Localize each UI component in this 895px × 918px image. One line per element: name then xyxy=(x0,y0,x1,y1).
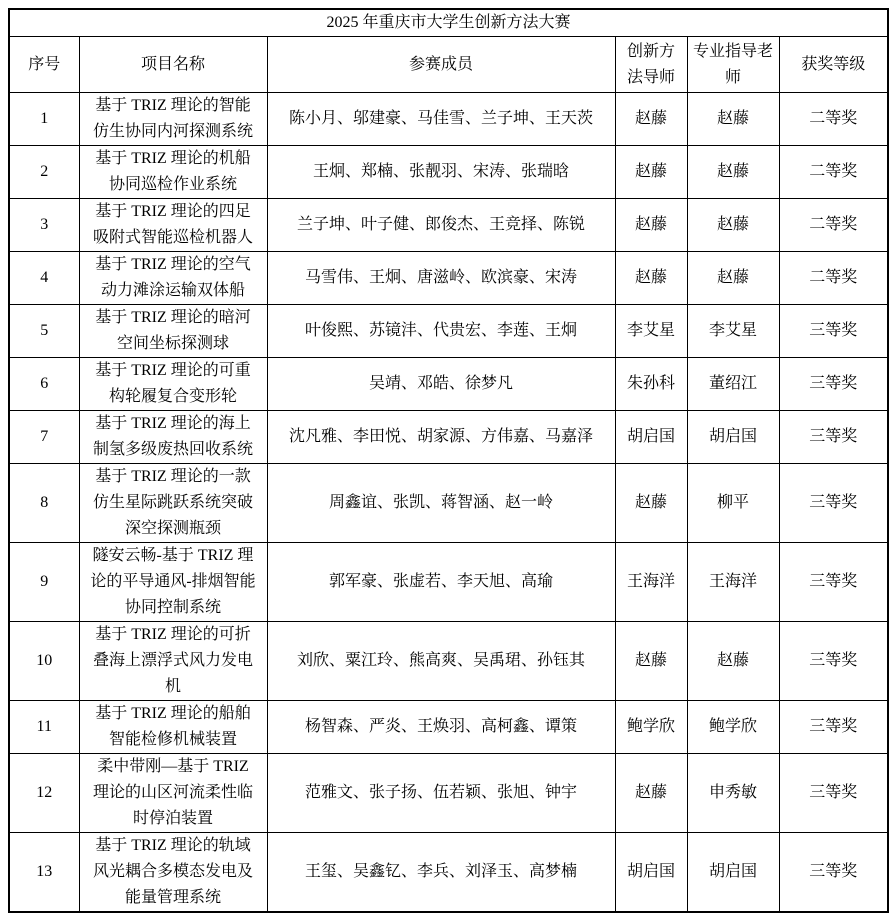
project-name-cell: 基于 TRIZ 理论的可重构轮履复合变形轮 xyxy=(79,358,267,411)
project-name-cell: 基于 TRIZ 理论的智能仿生协同内河探测系统 xyxy=(79,93,267,146)
advisor-cell: 鲍学欣 xyxy=(687,701,779,754)
project-name-cell: 基于 TRIZ 理论的轨域风光耦合多模态发电及能量管理系统 xyxy=(79,833,267,913)
table-row xyxy=(9,464,888,543)
method-mentor-cell: 胡启国 xyxy=(615,833,687,913)
method-mentor-cell: 赵藤 xyxy=(615,93,687,146)
team-members-cell: 叶俊熙、苏镜沣、代贵宏、李莲、王炯 xyxy=(267,305,615,358)
award-level-cell: 二等奖 xyxy=(779,199,888,252)
row-number-cell: 8 xyxy=(9,464,79,543)
method-mentor-cell: 赵藤 xyxy=(615,464,687,543)
row-number-cell: 12 xyxy=(9,754,79,833)
team-members-cell: 杨智森、严炎、王焕羽、高柯鑫、谭策 xyxy=(267,701,615,754)
team-members-cell: 吴靖、邓皓、徐梦凡 xyxy=(267,358,615,411)
table-title: 2025 年重庆市大学生创新方法大赛 xyxy=(9,9,888,37)
row-number-cell: 10 xyxy=(9,622,79,701)
team-members-cell: 兰子坤、叶子健、郎俊杰、王竞择、陈锐 xyxy=(267,199,615,252)
method-mentor-cell: 赵藤 xyxy=(615,622,687,701)
method-mentor-cell: 李艾星 xyxy=(615,305,687,358)
column-header-advisor: 专业指导老师 xyxy=(687,37,779,93)
award-level-cell: 三等奖 xyxy=(779,411,888,464)
team-members-cell: 刘欣、粟江玲、熊高爽、吴禹珺、孙钰其 xyxy=(267,622,615,701)
row-number-cell: 9 xyxy=(9,543,79,622)
project-name-cell: 基于 TRIZ 理论的暗河空间坐标探测球 xyxy=(79,305,267,358)
row-number-cell: 11 xyxy=(9,701,79,754)
column-header-members: 参赛成员 xyxy=(267,37,615,93)
table-row xyxy=(9,146,888,199)
method-mentor-cell: 王海洋 xyxy=(615,543,687,622)
table-row xyxy=(9,543,888,622)
award-level-cell: 三等奖 xyxy=(779,464,888,543)
award-level-cell: 三等奖 xyxy=(779,543,888,622)
header-row xyxy=(9,37,888,93)
method-mentor-cell: 赵藤 xyxy=(615,146,687,199)
method-mentor-cell: 赵藤 xyxy=(615,199,687,252)
project-name-cell: 基于 TRIZ 理论的可折叠海上漂浮式风力发电机 xyxy=(79,622,267,701)
row-number-cell: 2 xyxy=(9,146,79,199)
column-header-project: 项目名称 xyxy=(79,37,267,93)
advisor-cell: 胡启国 xyxy=(687,411,779,464)
project-name-cell: 基于 TRIZ 理论的一款仿生星际跳跃系统突破深空探测瓶颈 xyxy=(79,464,267,543)
table-row xyxy=(9,358,888,411)
award-level-cell: 二等奖 xyxy=(779,146,888,199)
team-members-cell: 王炯、郑楠、张靓羽、宋涛、张瑞晗 xyxy=(267,146,615,199)
row-number-cell: 7 xyxy=(9,411,79,464)
table-row xyxy=(9,833,888,913)
award-level-cell: 二等奖 xyxy=(779,252,888,305)
project-name-cell: 基于 TRIZ 理论的四足吸附式智能巡检机器人 xyxy=(79,199,267,252)
row-number-cell: 6 xyxy=(9,358,79,411)
team-members-cell: 郭军豪、张虚若、李天旭、高瑜 xyxy=(267,543,615,622)
table-row xyxy=(9,93,888,146)
advisor-cell: 赵藤 xyxy=(687,146,779,199)
project-name-cell: 基于 TRIZ 理论的船舶智能检修机械装置 xyxy=(79,701,267,754)
table-row xyxy=(9,622,888,701)
table-row xyxy=(9,754,888,833)
method-mentor-cell: 胡启国 xyxy=(615,411,687,464)
method-mentor-cell: 赵藤 xyxy=(615,252,687,305)
award-level-cell: 三等奖 xyxy=(779,754,888,833)
table-row xyxy=(9,252,888,305)
advisor-cell: 赵藤 xyxy=(687,93,779,146)
project-name-cell: 基于 TRIZ 理论的空气动力滩涂运输双体船 xyxy=(79,252,267,305)
team-members-cell: 周鑫谊、张凯、蒋智涵、赵一岭 xyxy=(267,464,615,543)
award-level-cell: 三等奖 xyxy=(779,305,888,358)
advisor-cell: 赵藤 xyxy=(687,252,779,305)
award-level-cell: 二等奖 xyxy=(779,93,888,146)
column-header-no: 序号 xyxy=(9,37,79,93)
project-name-cell: 隧安云畅-基于 TRIZ 理论的平导通风-排烟智能协同控制系统 xyxy=(79,543,267,622)
table-row xyxy=(9,411,888,464)
row-number-cell: 13 xyxy=(9,833,79,913)
advisor-cell: 李艾星 xyxy=(687,305,779,358)
method-mentor-cell: 鲍学欣 xyxy=(615,701,687,754)
team-members-cell: 王玺、吴鑫钇、李兵、刘泽玉、高梦楠 xyxy=(267,833,615,913)
project-name-cell: 基于 TRIZ 理论的海上制氢多级废热回收系统 xyxy=(79,411,267,464)
award-level-cell: 三等奖 xyxy=(779,701,888,754)
table-head xyxy=(9,9,888,93)
method-mentor-cell: 朱孙科 xyxy=(615,358,687,411)
advisor-cell: 申秀敏 xyxy=(687,754,779,833)
advisor-cell: 赵藤 xyxy=(687,199,779,252)
team-members-cell: 沈凡雅、李田悦、胡家源、方伟嘉、马嘉泽 xyxy=(267,411,615,464)
row-number-cell: 5 xyxy=(9,305,79,358)
award-level-cell: 三等奖 xyxy=(779,833,888,913)
advisor-cell: 董绍江 xyxy=(687,358,779,411)
award-level-cell: 三等奖 xyxy=(779,358,888,411)
title-row xyxy=(9,9,888,37)
team-members-cell: 范雅文、张子扬、伍若颖、张旭、钟宇 xyxy=(267,754,615,833)
award-level-cell: 三等奖 xyxy=(779,622,888,701)
method-mentor-cell: 赵藤 xyxy=(615,754,687,833)
awards-table xyxy=(8,8,889,913)
column-header-award: 获奖等级 xyxy=(779,37,888,93)
team-members-cell: 陈小月、邬建豪、马佳雪、兰子坤、王天茨 xyxy=(267,93,615,146)
advisor-cell: 王海洋 xyxy=(687,543,779,622)
advisor-cell: 胡启国 xyxy=(687,833,779,913)
advisor-cell: 赵藤 xyxy=(687,622,779,701)
table-row xyxy=(9,701,888,754)
table-body xyxy=(9,93,888,913)
project-name-cell: 柔中带刚—基于 TRIZ 理论的山区河流柔性临时停泊装置 xyxy=(79,754,267,833)
row-number-cell: 3 xyxy=(9,199,79,252)
row-number-cell: 1 xyxy=(9,93,79,146)
team-members-cell: 马雪伟、王炯、唐滋岭、欧滨豪、宋涛 xyxy=(267,252,615,305)
table-row xyxy=(9,199,888,252)
advisor-cell: 柳平 xyxy=(687,464,779,543)
column-header-mentor: 创新方法导师 xyxy=(615,37,687,93)
table-row xyxy=(9,305,888,358)
project-name-cell: 基于 TRIZ 理论的机船协同巡检作业系统 xyxy=(79,146,267,199)
row-number-cell: 4 xyxy=(9,252,79,305)
